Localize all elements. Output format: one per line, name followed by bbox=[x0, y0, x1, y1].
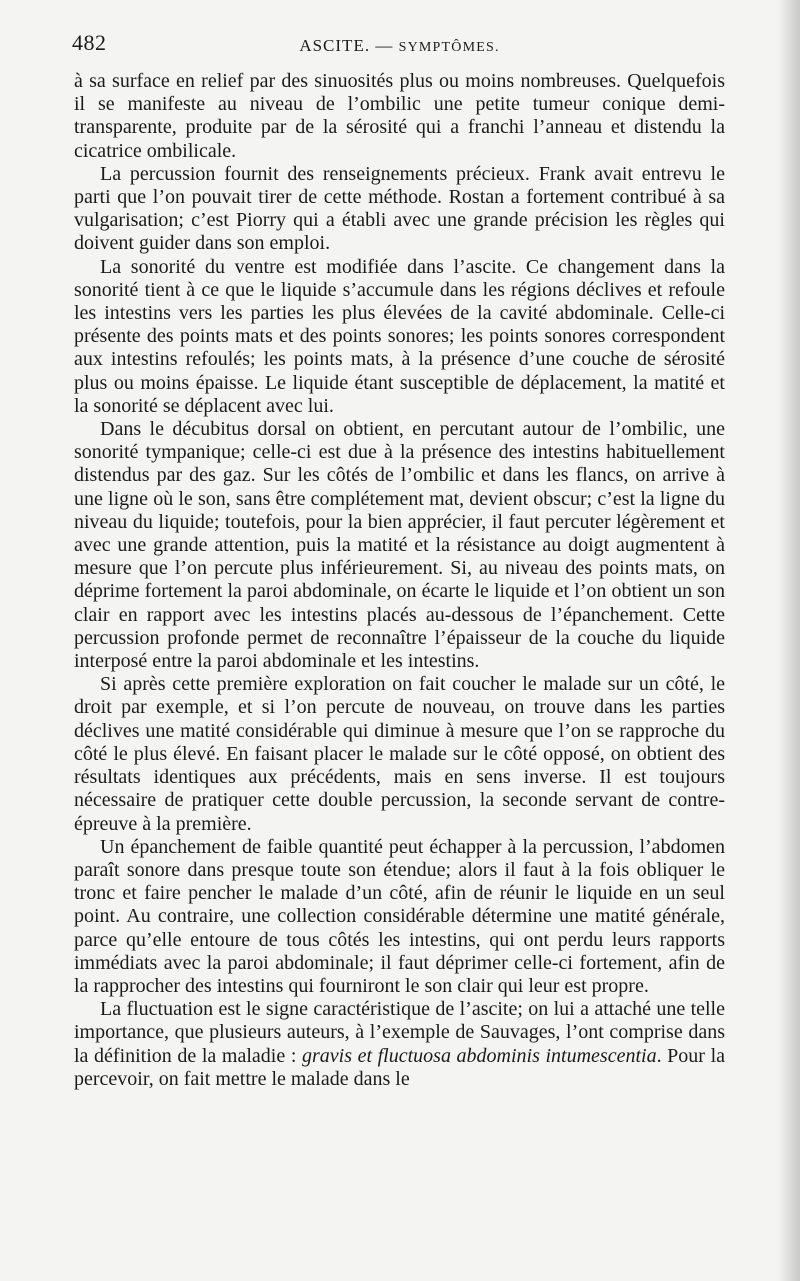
paragraph bbox=[74, 998, 725, 1091]
paragraph: Si après cette première exploration on fait coucher le malade sur un côté, le droit par exemple, et si l’on percute de nouveau, on trouve dans les parties déclives une matité considérable qui diminue à mesure que l’on se rapproche du côté le plus élevé. En faisant placer le malade sur le côté opposé, on obtient des résultats identiques aux précédents, mais en sens inverse. Il est toujours nécessaire de pratiquer cette double percussion, la seconde servant de contre-épreuve à la première. bbox=[74, 673, 725, 835]
page-header bbox=[72, 28, 727, 58]
running-head-subtitle: SYMPTÔMES. bbox=[398, 40, 500, 55]
paragraph: La sonorité du ventre est modifiée dans l’ascite. Ce changement dans la sonorité tient à ce que le liquide s’accumule dans les régions déclives et refoule les intestins vers les parties les plus élevées de la cavité abdominale. Celle-ci présente des points mats et des points sonores; les points sonores correspondent aux intestins refoulés; les points mats, à la présence d’une couche de sérosité plus ou moins épaisse. Le liquide étant susceptible de déplacement, la matité et la sonorité se déplacent avec lui. bbox=[74, 255, 725, 417]
running-head bbox=[72, 36, 727, 56]
paragraph: La percussion fournit des renseignements précieux. Frank avait entrevu le parti que l’on pouvait tirer de cette méthode. Rostan a fortement contribué à sa vulgarisation; c’est Piorry qui a établi avec une grande précision les règles qui doivent guider dans son emploi. bbox=[74, 162, 725, 255]
running-head-separator: — bbox=[375, 36, 394, 55]
paragraph: Dans le décubitus dorsal on obtient, en percutant autour de l’ombilic, une sonorité tympanique; celle-ci est due à la présence des intestins habituellement distendus par des gaz. Sur les côtés de l’ombilic et dans les flancs, on arrive à une ligne où le son, sans être complétement mat, devient obscur; c’est la ligne du niveau du liquide; toutefois, pour la bien apprécier, il faut percuter légèrement et avec une grande attention, puis la matité et la résistance au doigt augmentent à mesure que l’on percute plus inférieurement. Si, au niveau des points mats, on déprime fortement la paroi abdominale, on écarte le liquide et l’on obtient un son clair en rapport avec les intestins placés au-dessous de l’épanchement. Cette percussion profonde permet de reconnaître l’épaisseur de la couche du liquide interposé entre la paroi abdominale et les intestins. bbox=[74, 418, 725, 673]
running-head-title: ASCITE. bbox=[299, 36, 371, 55]
paragraph: Un épanchement de faible quantité peut échapper à la percussion, l’abdomen paraît sonore dans presque toute son étendue; alors il faut à la fois obliquer le tronc et faire pencher le malade d’un côté, afin de réunir le liquide en un seul point. Au contraire, une collection considérable détermine une matité générale, parce qu’elle entoure de tous côtés les intestins, qui ont perdu leurs rapports immédiats avec la paroi abdominale; il faut déprimer celle-ci fortement, afin de la rapprocher des intestins qui fourniront le son clair qui leur est propre. bbox=[74, 835, 725, 997]
paragraph-text: . Pour la percevoir, on fait mettre le malade dans le bbox=[74, 1044, 725, 1090]
paragraph: à sa surface en relief par des sinuosités plus ou moins nombreuses. Quelquefois il se manifeste au niveau de l’ombilic une petite tumeur conique demi-transparente, produite par de la sérosité qui a franchi l’anneau et distendu la cicatrice ombilicale. bbox=[74, 70, 725, 162]
body-text bbox=[74, 70, 725, 1091]
page-edge-shadow bbox=[778, 0, 800, 1281]
paragraph-text: La fluctuation est le signe caractéristique de l’ascite; on lui a attaché une telle importance, que plusieurs auteurs, à l’exemple de Sauvages, l’ont comprise dans la définition de la maladie : bbox=[74, 998, 725, 1067]
latin-quote: gravis et fluctuosa abdominis intumescentia bbox=[301, 1044, 657, 1067]
page-number: 482 bbox=[72, 30, 107, 55]
